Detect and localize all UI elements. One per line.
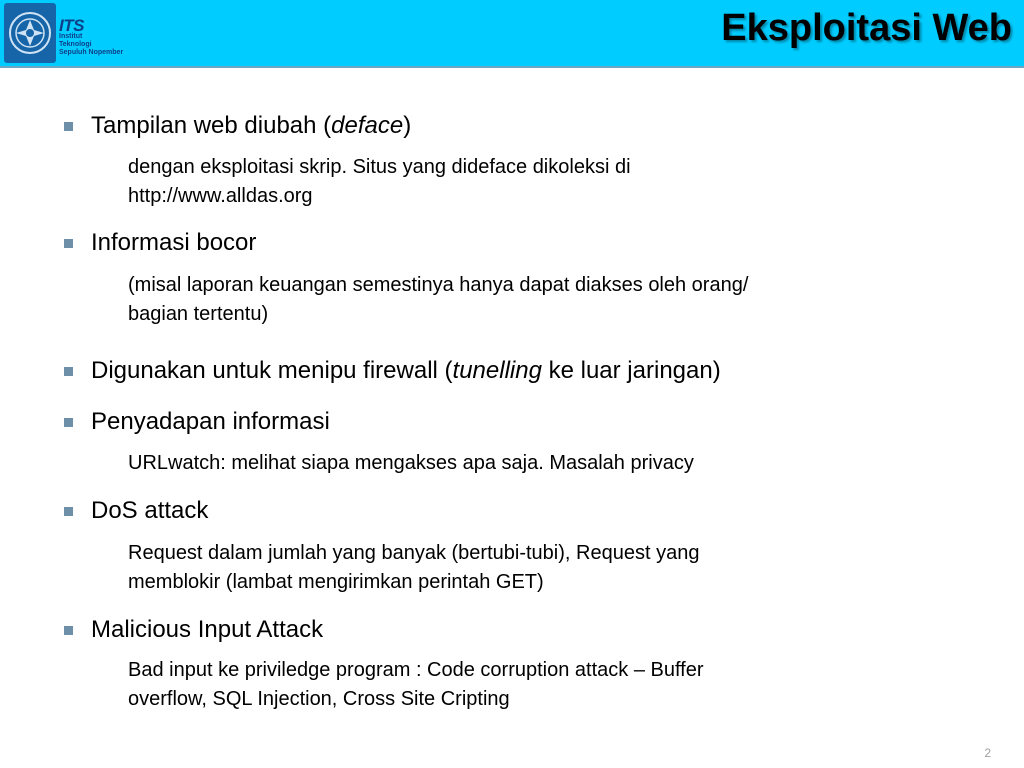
square-bullet-icon — [64, 367, 73, 376]
bullet-text: Penyadapan informasi — [91, 408, 330, 435]
sub-text: (misal laporan keuangan semestinya hanya dapat diakses oleh orang/ bagian tertentu) — [128, 274, 749, 325]
logo-line-3: Sepuluh Nopember — [59, 49, 124, 56]
sub-text: URLwatch: melihat siapa mengakses apa saja. Masalah privacy — [128, 452, 694, 474]
bullet-text: DoS attack — [91, 497, 209, 524]
sub-text: dengan eksploitasi skrip. Situs yang dideface dikoleksi di http://www.alldas.org — [128, 156, 631, 207]
logo-line-2: Teknologi — [59, 41, 92, 48]
sub-text: Bad input ke priviledge program : Code corruption attack – Buffer overflow, SQL Injection, Cross Site Cripting — [128, 659, 704, 710]
bullet-italic: deface — [331, 112, 404, 139]
bullet-italic: tunelling — [452, 357, 542, 384]
bullet-text: Informasi bocor — [91, 229, 257, 256]
square-bullet-icon — [64, 239, 73, 248]
square-bullet-icon — [64, 507, 73, 516]
sub-text: Request dalam jumlah yang banyak (bertubi-tubi), Request yang memblokir (lambat mengirimkan perintah GET) — [128, 542, 700, 593]
square-bullet-icon — [64, 122, 73, 131]
page-number: 2 — [984, 746, 991, 760]
square-bullet-icon — [64, 626, 73, 635]
logo-abbr: ITS — [59, 16, 84, 35]
slide-title: Eksploitasi Web — [721, 7, 1012, 49]
square-bullet-icon — [64, 418, 73, 427]
bullet-text: Malicious Input Attack — [91, 616, 324, 643]
bullet-text: Digunakan untuk menipu firewall (tunelling ke luar jaringan) — [91, 357, 721, 384]
bullet-text: Tampilan web diubah (deface) — [91, 112, 412, 139]
logo-line-1: Institut — [59, 33, 83, 40]
